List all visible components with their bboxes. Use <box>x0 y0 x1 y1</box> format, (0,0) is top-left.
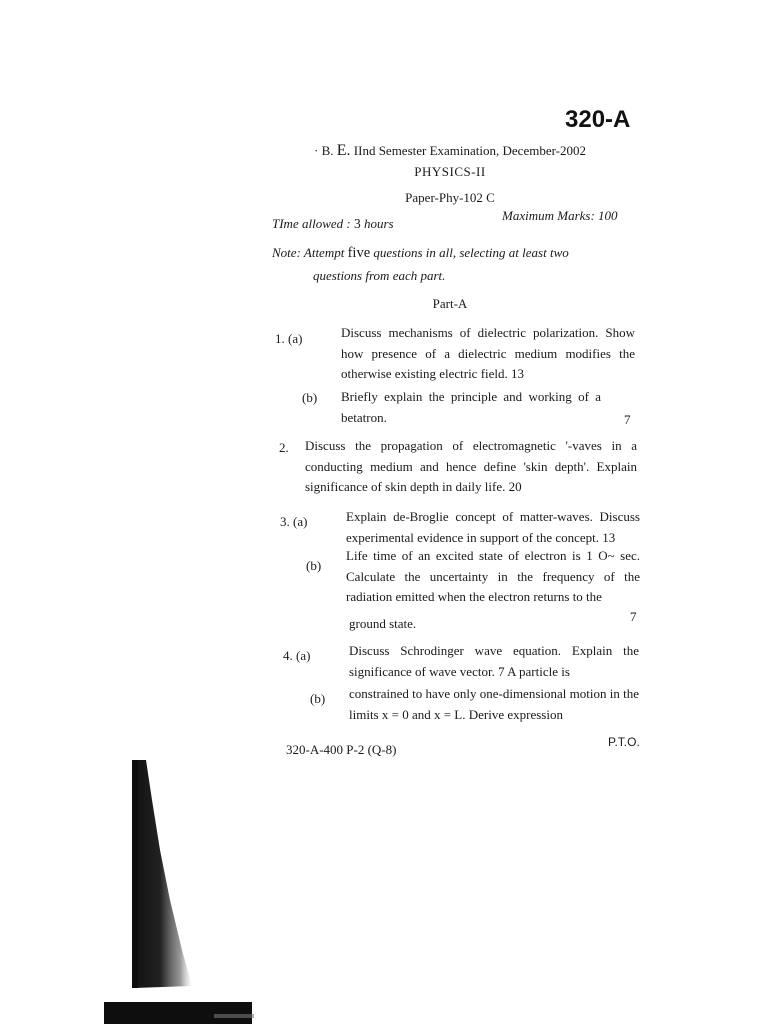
maximum-marks: Maximum Marks: 100 <box>502 208 618 223</box>
time-allowed-label: TIme allowed : <box>272 216 351 231</box>
question-mark-1b: 7 <box>624 412 631 427</box>
question-number-4b: (b) <box>310 691 326 706</box>
question-text-1a: Discuss mechanisms of dielectric polarization. Show how presence of a dielectric medium modifies the otherwise existing electric field. 13 <box>341 325 635 381</box>
question-number-4a: 4. (a) <box>283 648 311 663</box>
subject-title: PHYSICS-II <box>414 164 486 179</box>
question-number-3a: 3. (a) <box>280 514 308 529</box>
question-number-1a: 1. (a) <box>275 331 303 346</box>
note-line-2: questions from each part. <box>313 268 446 283</box>
exam-title-e: E. <box>336 142 351 159</box>
footer-code: 320-A-400 P-2 (Q-8) <box>286 742 397 757</box>
question-text-4b: constrained to have only one-dimensional motion in the limits x = 0 and x = L. Derive expression <box>349 686 639 722</box>
question-number-2: 2. <box>279 440 289 455</box>
paper-code: 320-A <box>565 106 631 133</box>
question-text-2: Discuss the propagation of electromagnetic '-vaves in a conducting medium and hence define 'skin depth'. Explain significance of skin depth in daily life. 20 <box>305 438 637 494</box>
scan-artifact-vertical <box>126 760 196 990</box>
exam-title-post: IInd Semester Examination, December-2002 <box>353 143 586 158</box>
paper-title: Paper-Phy-102 C <box>405 190 495 205</box>
time-allowed <box>272 216 394 232</box>
bullet-mark: · <box>313 143 319 158</box>
question-number-1b: (b) <box>302 390 318 405</box>
note-emph: five <box>347 245 371 261</box>
question-text-3b: Life time of an excited state of electron is 1 O~ sec. Calculate the uncertainty in the frequency of the radiation emitted when the electron returns to the <box>346 548 640 604</box>
question-text-3a: Explain de-Broglie concept of matter-waves. Discuss experimental evidence in support of the concept. 13 <box>346 509 640 545</box>
question-text-1b: Briefly explain the principle and working of a betatron. <box>341 389 601 425</box>
note-pre: Note: Attempt <box>272 245 345 260</box>
time-allowed-unit: hours <box>363 216 394 231</box>
question-text-4a: Discuss Schrodinger wave equation. Explain the significance of wave vector. 7 A particle is <box>349 643 639 679</box>
question-number-3b: (b) <box>306 558 322 573</box>
question-mark-3b: 7 <box>630 609 637 624</box>
time-allowed-value: 3 <box>353 216 361 231</box>
exam-title <box>250 142 650 160</box>
question-text-3b-tail: ground state. <box>349 616 417 631</box>
please-turn-over: P.T.O. <box>608 735 640 749</box>
part-a-heading: Part-A <box>432 296 468 311</box>
note-line-1 <box>272 245 569 262</box>
note-post: questions in all, selecting at least two <box>373 245 569 260</box>
exam-title-pre: B. <box>321 143 334 158</box>
scan-artifact-horizontal <box>104 1000 256 1024</box>
